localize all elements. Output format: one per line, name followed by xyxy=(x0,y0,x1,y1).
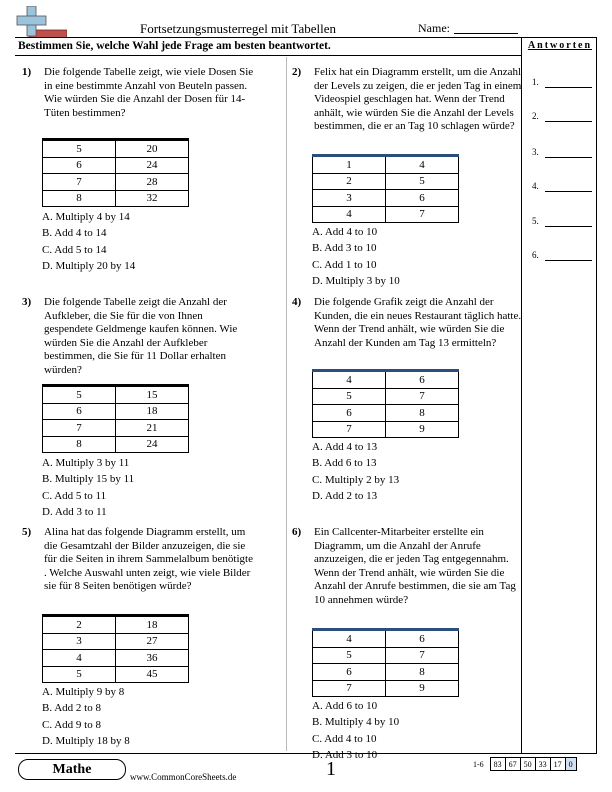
table-row xyxy=(43,140,189,158)
table-row xyxy=(313,156,459,174)
answer-option[interactable]: D. Add 2 to 13 xyxy=(312,490,378,503)
answer-option[interactable]: D. Multiply 3 by 10 xyxy=(312,275,400,288)
table-cell: 6 xyxy=(313,405,386,422)
answer-options xyxy=(312,439,399,505)
answer-label: 5. xyxy=(532,216,539,226)
table-row xyxy=(43,436,189,453)
answers-heading: Antworten xyxy=(527,40,593,51)
answer-option[interactable]: B. Add 2 to 8 xyxy=(42,702,101,715)
answer-options xyxy=(312,698,399,764)
site-url: www.CommonCoreSheets.de xyxy=(130,772,237,782)
table-cell: 2 xyxy=(43,616,116,634)
table-cell: 6 xyxy=(386,630,459,648)
answer-option[interactable]: B. Multiply 15 by 11 xyxy=(42,473,135,486)
table-row xyxy=(43,386,189,404)
table-cell: 8 xyxy=(386,664,459,681)
answer-option[interactable]: A. Multiply 9 by 8 xyxy=(42,686,125,698)
table-cell: 5 xyxy=(313,388,386,405)
answer-option[interactable]: C. Add 4 to 10 xyxy=(312,732,377,745)
answer-option[interactable]: B. Add 6 to 13 xyxy=(312,457,377,470)
data-table xyxy=(42,384,189,453)
table-cell: 5 xyxy=(313,647,386,664)
table-cell: 7 xyxy=(43,420,116,437)
table-row xyxy=(43,190,189,207)
table-row xyxy=(43,174,189,191)
question-number: 4) xyxy=(292,296,302,308)
data-table xyxy=(42,138,189,207)
header-divider xyxy=(15,37,597,38)
table-cell: 20 xyxy=(116,140,189,158)
answer-option[interactable]: A. Add 6 to 10 xyxy=(312,700,378,712)
table-row xyxy=(313,630,459,648)
table-cell: 5 xyxy=(43,140,116,158)
table-row xyxy=(43,633,189,650)
question-number: 5) xyxy=(22,526,32,538)
question-number: 2) xyxy=(292,66,302,78)
answer-label: 6. xyxy=(532,250,539,260)
score-cell: 0 xyxy=(565,758,576,771)
answer-option[interactable]: B. Multiply 4 by 10 xyxy=(312,716,400,729)
score-cell: 50 xyxy=(520,758,535,771)
answer-option[interactable]: D. Add 3 to 10 xyxy=(312,749,378,762)
question-number: 1) xyxy=(22,66,32,78)
answer-label: 2. xyxy=(532,111,539,121)
table-cell: 27 xyxy=(116,633,189,650)
table-cell: 5 xyxy=(386,173,459,190)
table-cell: 18 xyxy=(116,616,189,634)
table-cell: 1 xyxy=(313,156,386,174)
column-separator xyxy=(286,57,287,751)
answer-label: 4. xyxy=(532,181,539,191)
table-row xyxy=(313,680,459,697)
table-row xyxy=(313,664,459,681)
answer-column-divider xyxy=(521,37,522,753)
answer-option[interactable]: D. Multiply 18 by 8 xyxy=(42,735,130,748)
answer-option[interactable]: C. Add 5 to 11 xyxy=(42,489,107,502)
table-row xyxy=(43,157,189,174)
table-row xyxy=(43,616,189,634)
table-cell: 8 xyxy=(43,190,116,207)
table-cell: 5 xyxy=(43,666,116,683)
table-cell: 7 xyxy=(313,421,386,438)
table-cell: 9 xyxy=(386,421,459,438)
score-table xyxy=(470,757,577,771)
table-cell: 4 xyxy=(313,630,386,648)
data-table xyxy=(312,369,459,438)
answer-options xyxy=(312,224,400,290)
table-row xyxy=(43,666,189,683)
table-row xyxy=(43,650,189,667)
answer-field-5[interactable] xyxy=(545,226,592,227)
table-cell: 7 xyxy=(386,206,459,223)
table-cell: 45 xyxy=(116,666,189,683)
answer-option[interactable]: C. Multiply 2 by 13 xyxy=(312,473,400,486)
question-text: Felix hat ein Diagramm erstellt, um die Anzahl der Levels zu zeigen, die er jeden Tag in einem Videospiel geschlagen hat. Wenn der Trend anhält, wie würden Sie die Anzahl der Levels bestimmen, die er an Tag 10 schlagen würde? xyxy=(314,66,522,133)
table-cell: 15 xyxy=(116,386,189,404)
table-cell: 6 xyxy=(386,190,459,207)
table-cell: 6 xyxy=(43,403,116,420)
table-cell: 5 xyxy=(43,386,116,404)
answer-options xyxy=(42,684,130,750)
table-cell: 4 xyxy=(386,156,459,174)
question-number: 6) xyxy=(292,526,302,538)
question-number: 3) xyxy=(22,296,32,308)
question-text: Die folgende Grafik zeigt die Anzahl der Kunden, die ein neues Restaurant täglich hatte. Wenn der Trend anhält, wie würden Sie die Anzahl der Kunden am Tag 13 ermitteln? xyxy=(314,296,522,349)
logo-icon xyxy=(15,6,67,38)
table-cell: 32 xyxy=(116,190,189,207)
table-row xyxy=(313,388,459,405)
name-field[interactable] xyxy=(454,33,518,34)
score-cell: 17 xyxy=(550,758,565,771)
answer-field-2[interactable] xyxy=(545,121,592,122)
footer-divider xyxy=(15,753,597,754)
table-cell: 4 xyxy=(313,371,386,389)
table-row xyxy=(43,420,189,437)
answer-field-3[interactable] xyxy=(545,157,592,158)
table-cell: 24 xyxy=(116,157,189,174)
question-text: Ein Callcenter-Mitarbeiter erstellte ein Diagramm, um die Anzahl der Anrufe anzuzeigen, die er jeden Tag entgegennahm. Wenn der Trend anhält, wie würden Sie die Anzahl der Anrufe bestimmen, die sie am Tag 10 annehmen würde? xyxy=(314,526,516,606)
table-cell: 8 xyxy=(43,436,116,453)
answer-field-4[interactable] xyxy=(545,191,592,192)
table-cell: 18 xyxy=(116,403,189,420)
table-cell: 28 xyxy=(116,174,189,191)
name-label: Name: xyxy=(418,21,450,35)
page-title: Fortsetzungsmusterregel mit Tabellen xyxy=(140,21,336,36)
answer-field-6[interactable] xyxy=(545,260,592,261)
table-row xyxy=(43,403,189,420)
data-table xyxy=(42,614,189,683)
table-cell: 8 xyxy=(386,405,459,422)
answer-option[interactable]: B. Add 4 to 14 xyxy=(42,227,107,240)
table-row xyxy=(313,190,459,207)
table-cell: 6 xyxy=(313,664,386,681)
table-cell: 9 xyxy=(386,680,459,697)
score-cell: 83 xyxy=(490,758,505,771)
instructions: Bestimmen Sie, welche Wahl jede Frage am besten beantwortet. xyxy=(18,40,331,52)
answer-field-1[interactable] xyxy=(545,87,592,88)
answer-options xyxy=(42,209,135,275)
right-border xyxy=(596,37,597,753)
table-cell: 21 xyxy=(116,420,189,437)
table-cell: 4 xyxy=(43,650,116,667)
table-cell: 36 xyxy=(116,650,189,667)
answer-option[interactable]: A. Multiply 4 by 14 xyxy=(42,211,130,223)
table-row xyxy=(313,206,459,223)
answer-label: 3. xyxy=(532,147,539,157)
answer-option[interactable]: C. Add 1 to 10 xyxy=(312,258,377,271)
answer-options xyxy=(42,455,134,521)
table-cell: 24 xyxy=(116,436,189,453)
table-cell: 7 xyxy=(386,647,459,664)
question-text: Alina hat das folgende Diagramm erstellt, um die Gesamtzahl der Bilder anzuzeigen, die sie für die Seiten in ihrem Sammelalbum benötigte . Welche Auswahl unten zeigt, wie viele Bilder sie für 8 Seiten benötigen würde? xyxy=(44,526,253,593)
score-cell: 67 xyxy=(505,758,520,771)
table-cell: 3 xyxy=(43,633,116,650)
answer-option[interactable]: B. Add 3 to 10 xyxy=(312,242,377,255)
table-row xyxy=(313,405,459,422)
answer-option[interactable]: C. Add 5 to 14 xyxy=(42,243,107,256)
table-cell: 3 xyxy=(313,190,386,207)
instructions-divider xyxy=(15,55,522,56)
answer-option[interactable]: A. Multiply 3 by 11 xyxy=(42,457,130,469)
table-row xyxy=(313,371,459,389)
score-cell: 33 xyxy=(535,758,550,771)
question-text: Die folgende Tabelle zeigt, wie viele Dosen Sie in eine bestimmte Anzahl von Beuteln passen. Wie würden Sie die Anzahl der Dosen für 14-Tüten bestimmen? xyxy=(44,66,254,119)
score-range-label: 1-6 xyxy=(473,759,484,769)
answer-option[interactable]: D. Multiply 20 by 14 xyxy=(42,260,136,273)
table-row xyxy=(313,647,459,664)
table-cell: 6 xyxy=(43,157,116,174)
data-table xyxy=(312,628,459,697)
question-text: Die folgende Tabelle zeigt die Anzahl der Aufkleber, die Sie für die von Ihnen gespendete Geldmenge kaufen können. Wie würden Sie die Anzahl der Aufkleber bestimmen, die Sie für 11 Dollar erhalten würden? xyxy=(44,296,238,376)
table-cell: 6 xyxy=(386,371,459,389)
answer-option[interactable]: C. Add 9 to 8 xyxy=(42,718,101,731)
table-cell: 7 xyxy=(43,174,116,191)
table-cell: 7 xyxy=(313,680,386,697)
table-cell: 2 xyxy=(313,173,386,190)
table-cell: 4 xyxy=(313,206,386,223)
answer-option[interactable]: D. Add 3 to 11 xyxy=(42,506,107,519)
answer-label: 1. xyxy=(532,77,539,87)
table-cell: 7 xyxy=(386,388,459,405)
subject-label: Mathe xyxy=(18,759,126,780)
table-row xyxy=(313,421,459,438)
answer-option[interactable]: A. Add 4 to 13 xyxy=(312,441,378,453)
answer-option[interactable]: A. Add 4 to 10 xyxy=(312,226,378,238)
data-table xyxy=(312,154,459,223)
page-number: 1 xyxy=(326,758,336,780)
table-row xyxy=(313,173,459,190)
